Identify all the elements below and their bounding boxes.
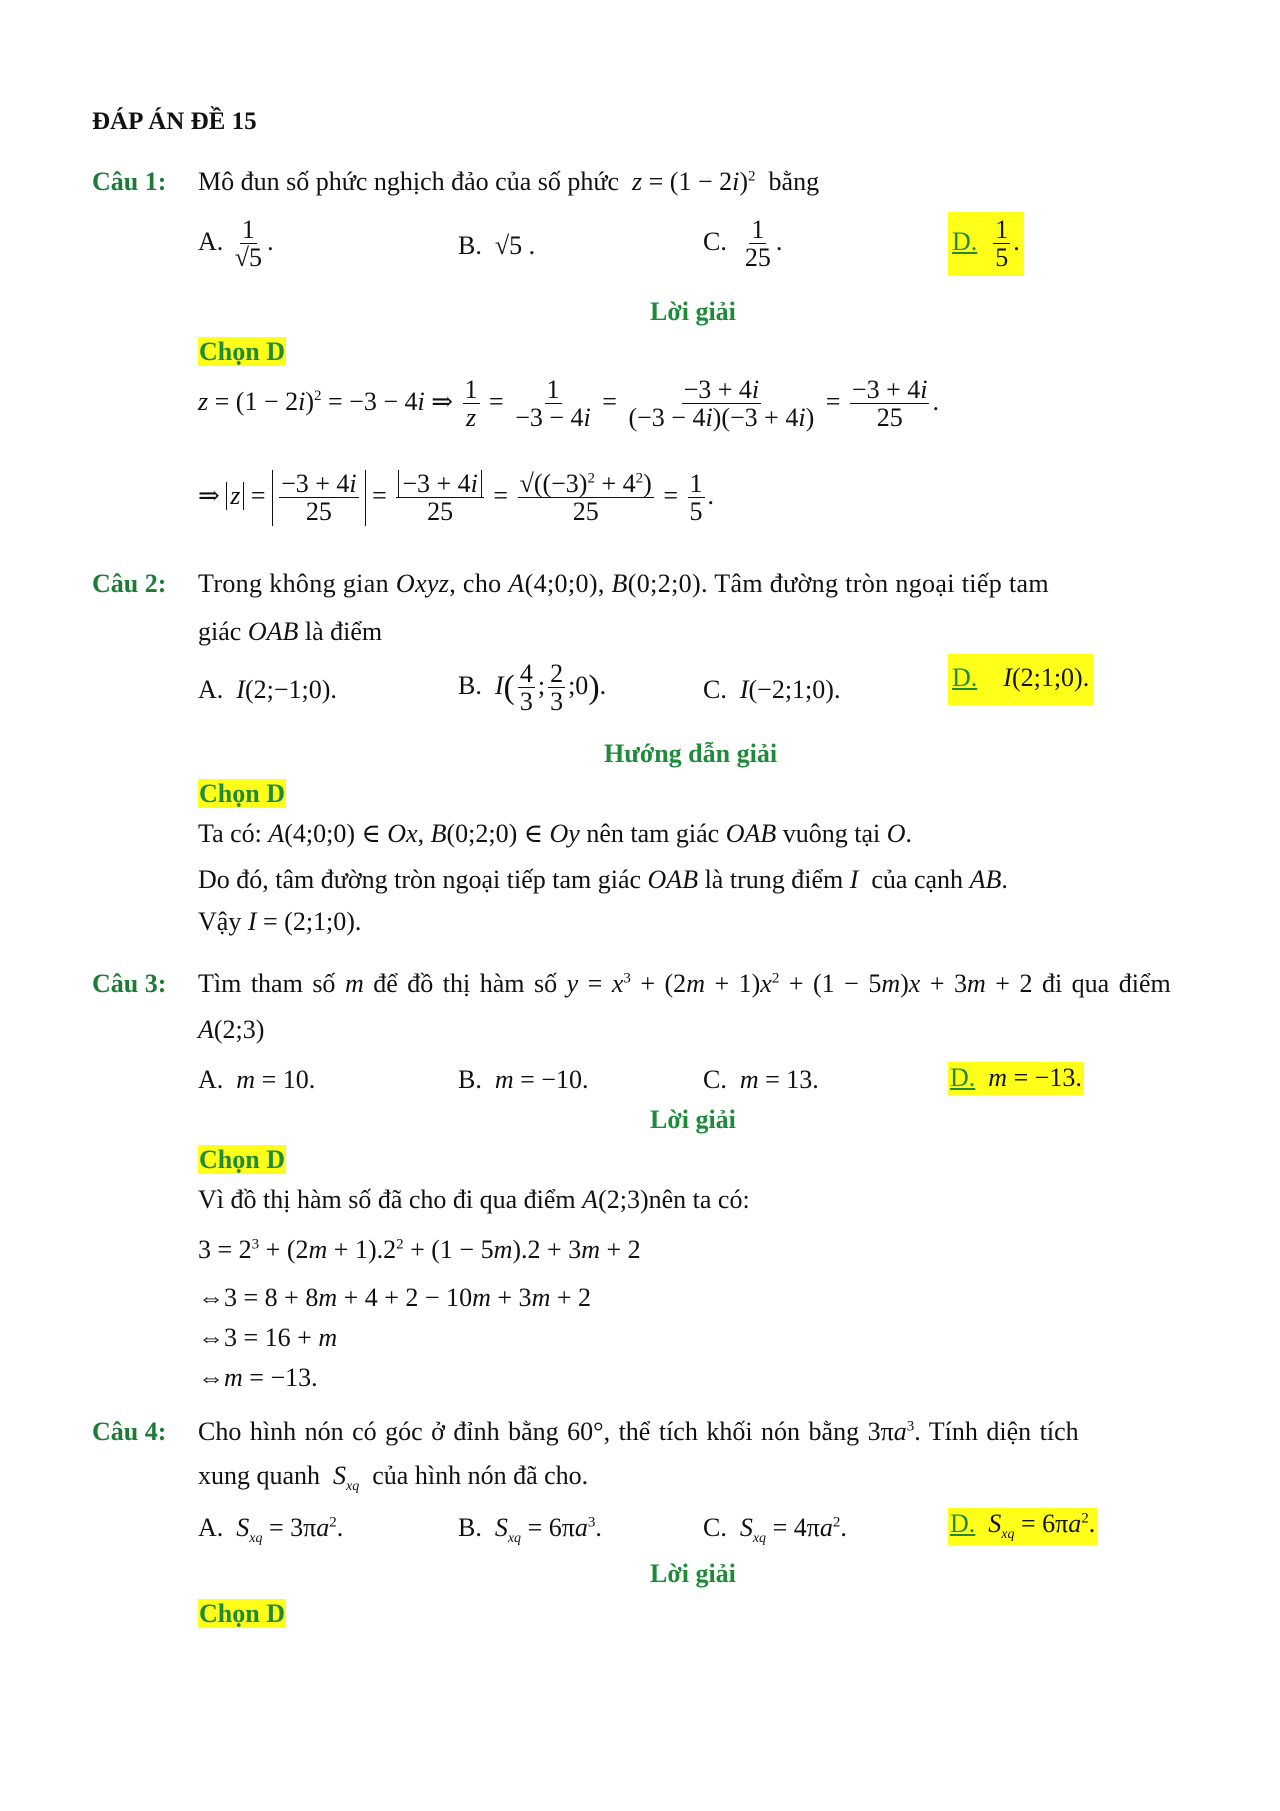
q4-option-d-correct[interactable]: D. $S_{xq} = 6\pi a^2$.: [948, 1508, 1097, 1545]
question-3-label: Câu 3:: [92, 969, 167, 998]
q3-option-b[interactable]: B. m = −10.: [458, 1065, 589, 1094]
page-title: ĐÁP ÁN ĐỀ 15: [92, 108, 257, 135]
q4-option-c[interactable]: C. $S_{xq} = 4\pi a^2$.: [703, 1513, 847, 1547]
q2-option-b[interactable]: B. I( $\frac{4}{3}$ ; $\frac{2}{3}$ ;0).: [458, 659, 607, 717]
q3-solution-line-1: Vì đồ thị hàm số đã cho đi qua điểm A(2;3)nên ta có:: [198, 1185, 750, 1214]
question-2-line-2: giác OAB là điểm: [198, 617, 383, 646]
q1-answer-tag: Chọn D: [199, 337, 285, 366]
q2-solution-line-2: Do đó, tâm đường tròn ngoại tiếp tam giác OAB là trung điểm I của cạnh AB.: [198, 865, 1008, 894]
q3-solution-line-4: ⇔3 = 16 + m: [198, 1323, 338, 1352]
q2-option-a[interactable]: A. I(2;−1;0).: [198, 675, 337, 704]
q2-solution-line-1: Ta có: A(4;0;0) ∈ Ox, B(0;2;0) ∈ Oy nên tam giác OAB vuông tại O.: [198, 819, 913, 848]
question-3: [92, 970, 166, 999]
question-2-label: Câu 2:: [92, 569, 167, 598]
q2-option-c[interactable]: C. I(−2;1;0).: [703, 675, 841, 704]
q3-solution-line-5: ⇔m = −13.: [198, 1363, 318, 1392]
q3-solution-heading: Lời giải: [650, 1105, 736, 1134]
q1-option-b[interactable]: B. √5 .: [458, 231, 536, 260]
q3-option-c[interactable]: C. m = 13.: [703, 1065, 819, 1094]
question-4-line-2: xung quanh $S_{xq}$ của hình nón đã cho.: [198, 1461, 589, 1495]
q1-solution-heading: Lời giải: [650, 297, 736, 326]
q4-option-b[interactable]: B. $S_{xq} = 6\pi a^3$.: [458, 1513, 602, 1547]
q1-option-a[interactable]: A. $\frac{1}{√5}$ .: [198, 215, 274, 273]
q1-solution-line-2: ⇒ z = $\frac{-3 + 4i}{25}$ = $\frac{-3 + 4i}{25}$ = $\frac{√((-3)^2 + 4^2)}{25}$ = $\frac{1}{5}$ .: [198, 469, 714, 527]
question-2-line-1: Trong không gian Oxyz, cho A(4;0;0), B(0;2;0). Tâm đường tròn ngoại tiếp tam: [198, 569, 1049, 598]
question-3-line-2: A(2;3): [198, 1015, 265, 1044]
q4-solution-heading: Lời giải: [650, 1559, 736, 1588]
q2-answer-tag: Chọn D: [199, 779, 285, 808]
q4-option-a[interactable]: A. $S_{xq} = 3\pi a^2$.: [198, 1513, 344, 1547]
question-3-line-1: Tìm tham số m để đồ thị hàm số $y = x^3 + (2m + 1)x^2 + (1 - 5m)x + 3m + 2$ đi qua điểm: [198, 969, 1171, 998]
q1-option-d-correct[interactable]: D. $\frac{1}{5}$ .: [948, 212, 1024, 276]
q1-option-c[interactable]: C. $\frac{1}{25}$ .: [703, 215, 783, 273]
q3-answer-tag: Chọn D: [199, 1145, 285, 1174]
question-4: [92, 1418, 166, 1447]
question-1: [92, 168, 166, 197]
question-2: [92, 570, 166, 599]
q1-solution-line-1: $z = (1 - 2i)^2 = -3 - 4i$ ⇒ $\frac{1}{z}$ = $\frac{1}{-3 - 4i}$ = $\frac{-3 + 4i}{(-3 - 4i)(-3 + 4i)}$ = $\frac{-3 + 4i}{25}$ .: [198, 375, 939, 433]
question-1-label: Câu 1:: [92, 167, 167, 196]
q2-option-d-correct[interactable]: D. I(2;1;0).: [948, 654, 1093, 705]
question-4-line-1: Cho hình nón có góc ở đỉnh bằng 60°, thể tích khối nón bằng $3\pi a^3$. Tính diện tích: [198, 1417, 1079, 1446]
q2-solution-heading: Hướng dẫn giải: [604, 739, 778, 768]
q3-solution-line-3: ⇔3 = 8 + 8m + 4 + 2 − 10m + 3m + 2: [198, 1283, 592, 1312]
question-1-text: Mô đun số phức nghịch đảo của số phức $z = (1 - 2i)^2$ bằng: [198, 167, 820, 196]
q2-solution-line-3: Vậy I = (2;1;0).: [198, 907, 362, 936]
q3-option-a[interactable]: A. m = 10.: [198, 1065, 316, 1094]
q4-answer-tag: Chọn D: [199, 1599, 285, 1628]
q3-option-d-correct[interactable]: D. m = −13.: [948, 1062, 1084, 1095]
question-4-label: Câu 4:: [92, 1417, 167, 1446]
q3-solution-line-2: $3 = 2^3 + (2m + 1).2^2 + (1 - 5m).2 + 3m + 2$: [198, 1235, 641, 1264]
